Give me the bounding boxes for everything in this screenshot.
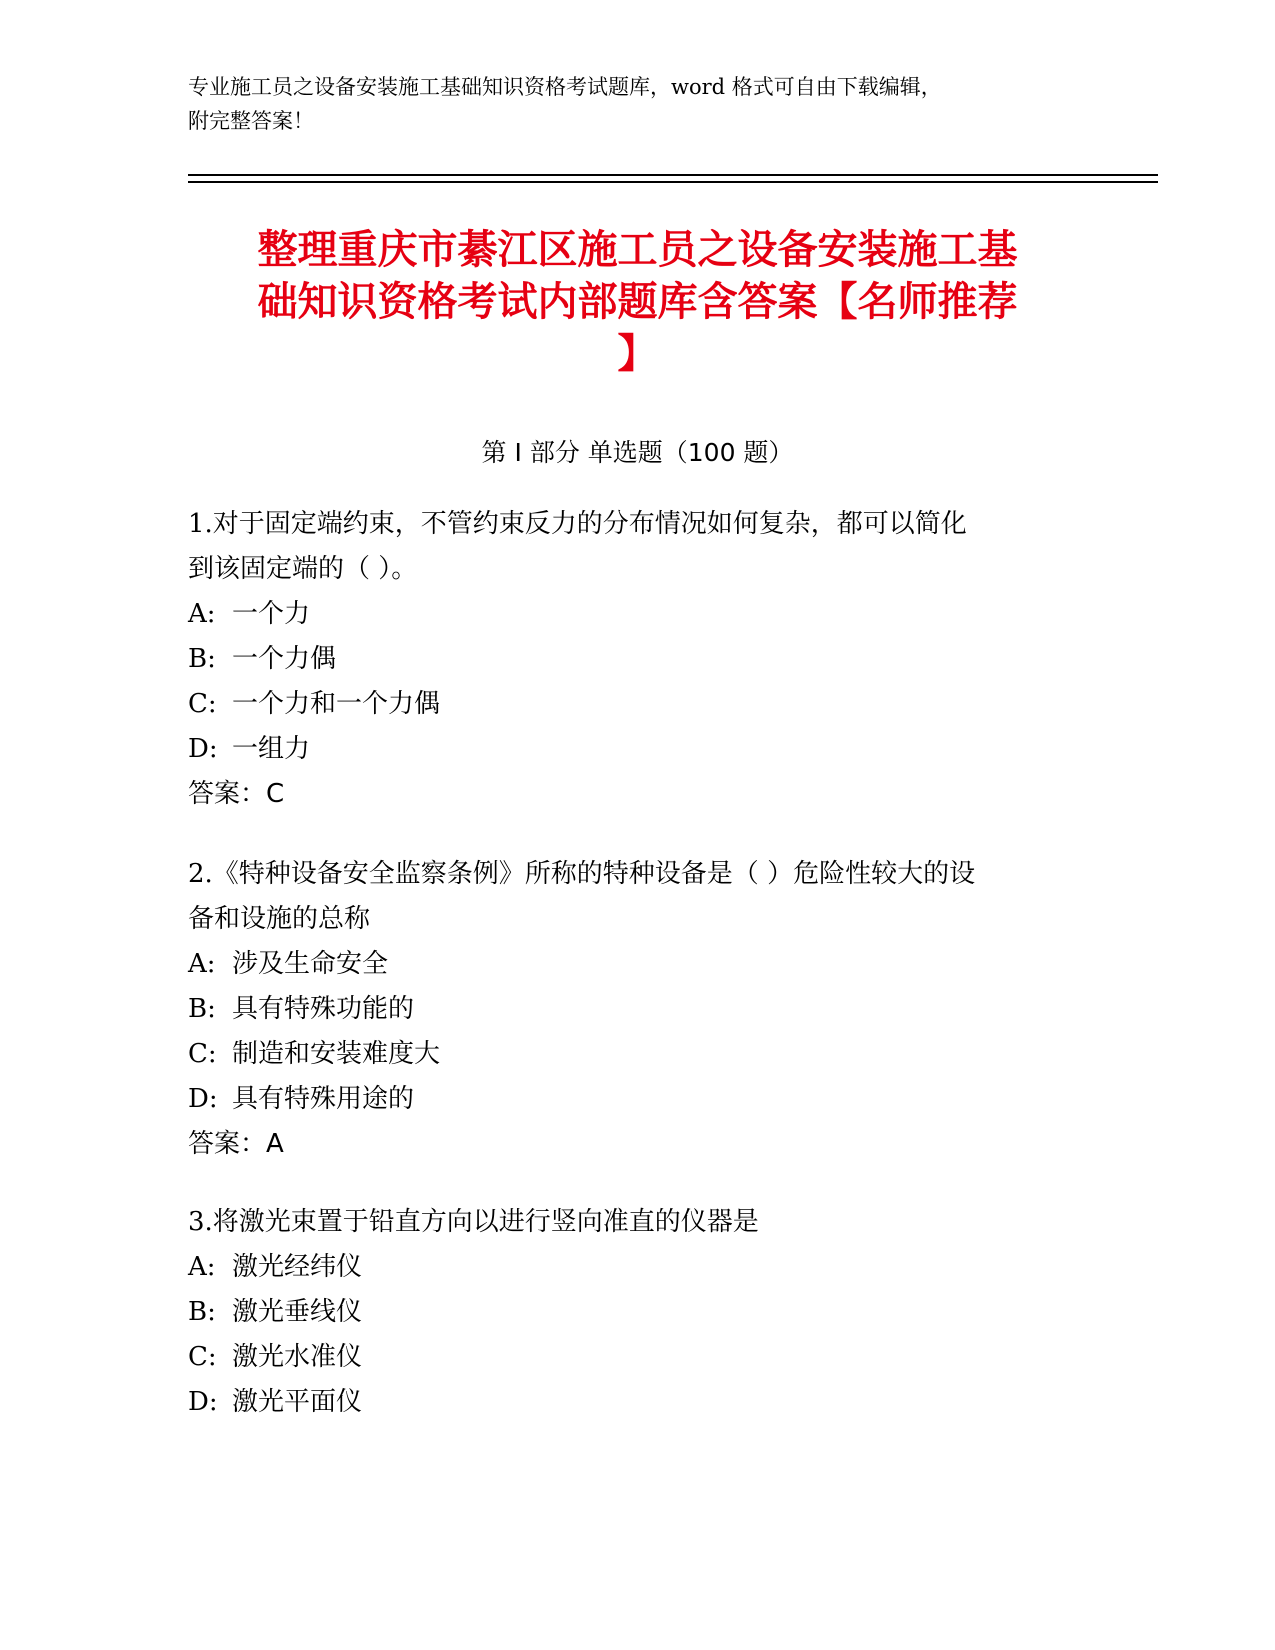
option-d	[188, 1077, 1088, 1122]
question-3	[188, 1200, 1088, 1425]
option-label: D:	[188, 1084, 218, 1114]
header-note-line-1: 专业施工员之设备安装施工基础知识资格考试题库，word 格式可自由下载编辑，	[188, 75, 942, 99]
answer: 答案：C	[188, 779, 285, 809]
option-label: A:	[188, 599, 216, 629]
option-c	[188, 1335, 1088, 1380]
document-title-line-3: 】	[617, 331, 658, 377]
question-stem-line: 1.对于固定端约束，不管约束反力的分布情况如何复杂，都可以简化	[188, 509, 967, 539]
option-text: 一组力	[232, 734, 311, 764]
question-stem-line: 备和设施的总称	[188, 904, 371, 934]
question-2	[188, 852, 1088, 1167]
option-a	[188, 1245, 1088, 1290]
option-a	[188, 942, 1088, 987]
question-stem-line: 2.《特种设备安全监察条例》所称的特种设备是（ ）危险性较大的设	[188, 859, 976, 889]
option-b	[188, 987, 1088, 1032]
option-text: 涉及生命安全	[232, 949, 389, 979]
option-c	[188, 1032, 1088, 1077]
option-label: B:	[188, 994, 216, 1024]
question-1	[188, 502, 1088, 817]
option-label: C:	[188, 1342, 217, 1372]
document-title-line-1: 整理重庆市綦江区施工员之设备安装施工基	[257, 227, 1018, 273]
question-stem	[188, 502, 1088, 592]
document-title-line-2: 础知识资格考试内部题库含答案【名师推荐	[257, 279, 1018, 325]
option-text: 具有特殊功能的	[232, 994, 415, 1024]
option-d	[188, 727, 1088, 772]
option-text: 一个力和一个力偶	[232, 689, 441, 719]
document-title	[195, 224, 1080, 380]
option-label: D:	[188, 734, 218, 764]
header-divider-top	[188, 174, 1158, 176]
option-text: 激光垂线仪	[232, 1297, 363, 1327]
option-label: A:	[188, 949, 216, 979]
option-c	[188, 682, 1088, 727]
question-stem-line: 3.将激光束置于铅直方向以进行竖向准直的仪器是	[188, 1207, 759, 1237]
option-text: 激光平面仪	[232, 1387, 363, 1417]
option-text: 激光经纬仪	[232, 1252, 363, 1282]
option-label: C:	[188, 1039, 217, 1069]
option-label: A:	[188, 1252, 216, 1282]
option-d	[188, 1380, 1088, 1425]
option-label: B:	[188, 1297, 216, 1327]
header-divider-bottom	[188, 181, 1158, 183]
option-label: C:	[188, 689, 217, 719]
option-text: 一个力	[232, 599, 311, 629]
option-text: 具有特殊用途的	[232, 1084, 415, 1114]
option-label: B:	[188, 644, 216, 674]
option-text: 一个力偶	[232, 644, 337, 674]
option-a	[188, 592, 1088, 637]
option-text: 制造和安装难度大	[232, 1039, 441, 1069]
question-stem	[188, 852, 1088, 942]
option-b	[188, 637, 1088, 682]
header-note	[188, 70, 1088, 138]
option-text: 激光水准仪	[232, 1342, 363, 1372]
question-stem-line: 到该固定端的（ ）。	[188, 554, 418, 584]
question-stem	[188, 1200, 1088, 1245]
option-label: D:	[188, 1387, 218, 1417]
answer: 答案：A	[188, 1129, 284, 1159]
option-b	[188, 1290, 1088, 1335]
section-heading: 第 I 部分 单选题（100 题）	[481, 438, 794, 467]
header-note-line-2: 附完整答案！	[188, 109, 314, 133]
